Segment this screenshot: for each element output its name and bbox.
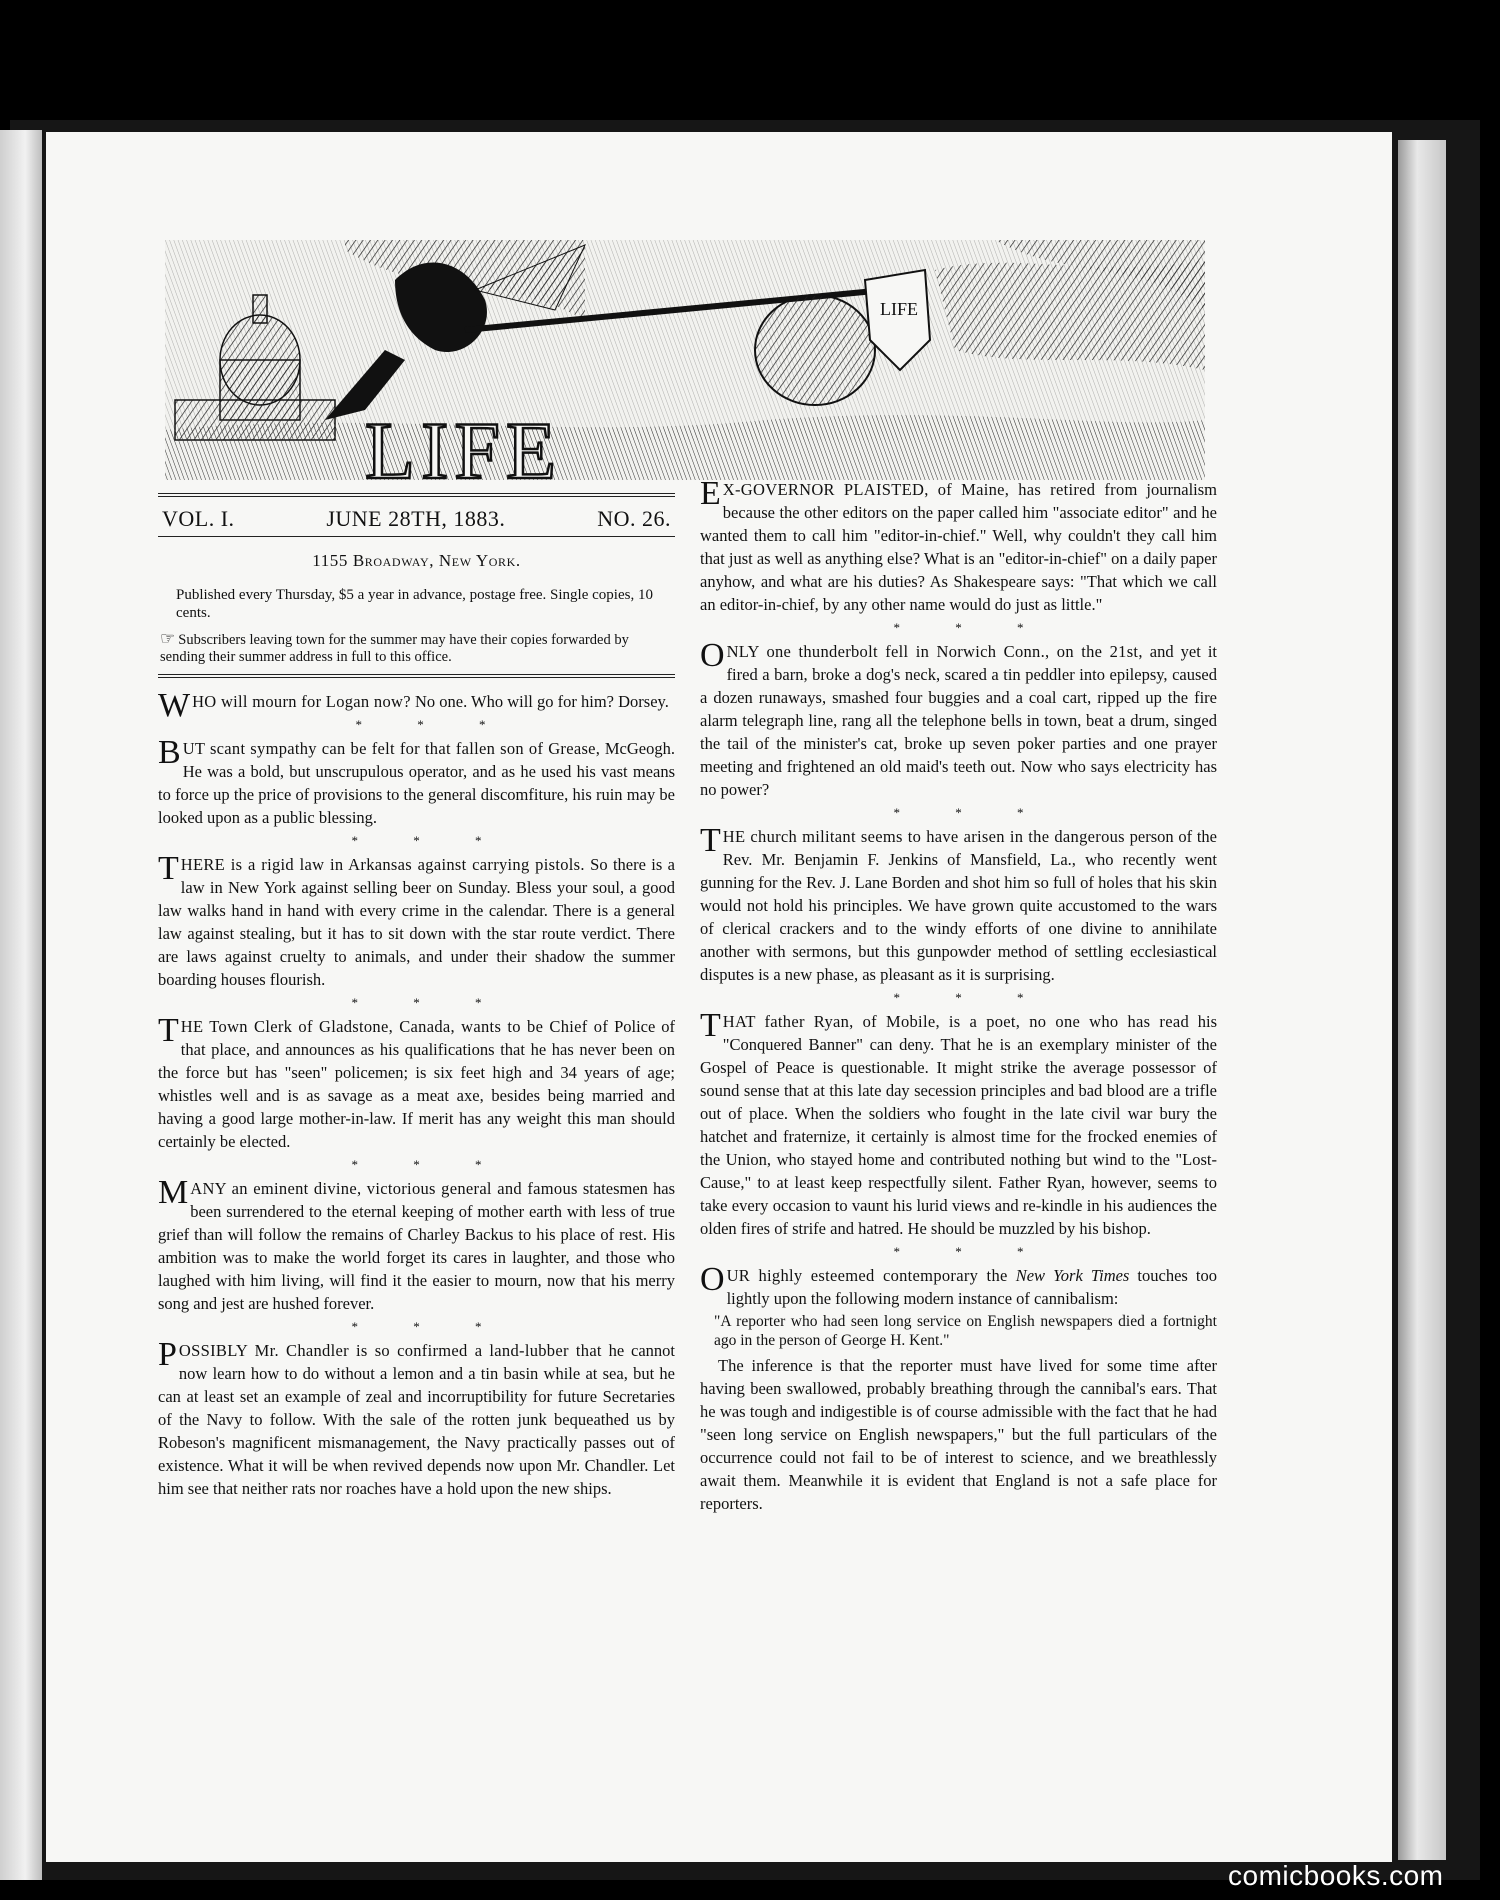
article-text: Police of that place, and announces as his qualifications that he has never been on the force but has "seen" policemen; is six feet high and 34 years of age; whistles well and is as savage as a meat axe, besides being married and having a good large mother-in-law. If merit has any weight this man should certainly be elected.	[158, 1017, 675, 1151]
article-mcgeogh	[158, 734, 675, 829]
article-charley-backus	[158, 1174, 676, 1315]
subscribers-note-text: Subscribers leaving town for the summer may have their copies forwarded by sending their summer address in full to this office.	[160, 632, 629, 665]
left-column	[158, 493, 675, 1500]
newspaper-name: New York Times	[1015, 1266, 1130, 1285]
article-text: McGeogh. He was a bold, but unscrupulous operator, and as he used his vast means to force up the price of provisions to the general discomfiture, his ruin may be looked upon as a public blessing.	[158, 739, 675, 827]
article-logan	[158, 687, 675, 724]
drop-cap: M	[158, 1174, 189, 1211]
article-lead: X-GOVERNOR PLAISTED, of Maine, has retired from	[722, 480, 1138, 499]
masthead-illustration	[165, 240, 1205, 480]
article-chandler-navy	[158, 1336, 675, 1500]
article-text: he cannot now learn how to do without a lemon and a tin basin while at sea, but he can at least set an example of zeal and incorruptibility for future Secretaries of the Navy to follow. With the sale of the rotten junk bequeathed us by Robeson's magnificent mismanagement, the Navy practically passes out of existence. What it will be when revived depends now upon Mr. Chandler. Let him see that neither rats nor roaches have a hold upon the new ships.	[158, 1341, 675, 1498]
article-text: statesmen has been surrendered to the eternal keeping of mother earth with less of true grief than will follow the remains of Charley Backus to his place of rest. His ambition was to make the world forget its cares in laughter, and those who laughed with him living, will find it the easier to mourn, now that his merry song and jest are hushed forever.	[158, 1179, 676, 1313]
article-text: So there is a law in New York against selling beer on Sunday. Bless your soul, a good law walks hand in hand with every crime in the calendar. There is a general law against stealing, but it has to sit down with the star route verdict. There are laws against cruelty to animals, and under their shadow the summer boarding houses flourish.	[158, 855, 676, 989]
section-separator: * * *	[351, 1157, 508, 1172]
drop-cap: T	[158, 1012, 179, 1049]
publisher-address: 1155 Broadway, New York.	[312, 551, 521, 570]
right-page-edge	[1398, 140, 1446, 1860]
article-norwich-thunderbolt	[700, 637, 1217, 801]
drop-cap: T	[158, 850, 179, 887]
publication-info: Published every Thursday, $5 a year in advance, postage free. Single copies, 10 cents.	[176, 587, 653, 621]
drop-cap: B	[158, 734, 181, 771]
issue-number: NO. 26.	[597, 506, 671, 531]
drop-cap: W	[158, 687, 191, 724]
life-logo: LIFE	[365, 405, 563, 480]
article-church-militant	[700, 822, 1217, 986]
subscribers-note	[158, 630, 675, 674]
issue-line	[158, 497, 675, 536]
section-separator: * * *	[893, 805, 1050, 820]
article-lead: HO will mourn for Logan now?	[192, 692, 411, 711]
article-cannibalism	[700, 1261, 1217, 1310]
article-gladstone-clerk	[158, 1012, 675, 1153]
article-lead: UT scant sympathy can be felt for that fallen son of Grease,	[182, 739, 601, 758]
issue-date: JUNE 28TH, 1883.	[326, 506, 506, 531]
section-separator: * * *	[893, 620, 1050, 635]
article-quote: "A reporter who had seen long service on English newspapers died a fortnight ago in the person of George H. Kent."	[714, 1313, 1217, 1349]
volume-label: VOL. I.	[162, 506, 235, 531]
section-separator: * * *	[351, 995, 508, 1010]
article-plaisted	[700, 475, 1218, 616]
drop-cap: T	[700, 1007, 721, 1044]
drop-cap: O	[700, 637, 725, 674]
article-lead: NLY one thunderbolt fell in Norwich Conn., on the 21st,	[726, 642, 1143, 661]
section-separator: * * *	[893, 1244, 1050, 1259]
section-separator: * * *	[351, 1319, 508, 1334]
article-lead: ANY an eminent divine, victorious general and famous	[190, 1179, 578, 1198]
drop-cap: P	[158, 1336, 177, 1373]
drop-cap: O	[700, 1261, 725, 1298]
right-column	[700, 475, 1218, 1515]
article-lead: HAT father Ryan, of Mobile, is a poet, no one who has read	[722, 1012, 1190, 1031]
section-separator: * * *	[355, 717, 512, 732]
article-followup: The inference is that the reporter must have lived for some time after having been swallowed, probably breathing through the cannibal's ears. That he was tough and indigestible is of course admissible with the fact that he had "seen long service on English newspapers," but the full particulars of the occurrence could not fail to be of interest to science, and we breathlessly await them. Meanwhile it is evident that England is not a safe place for reporters.	[700, 1356, 1217, 1513]
article-lead: HE Town Clerk of Gladstone, Canada, wants to be Chief of	[180, 1017, 609, 1036]
article-text: his "Conquered Banner" can deny. That he is an exemplary minister of the Gospel of Peace is questionable. It might strike the average possessor of sound sense that at this late day secession principles and bad blood are a trifle out of place. When the soldiers who fought in the late civil war bury the hatchet and fraternize, it certainly is almost time for the frocked enemies of the Union, who stayed home and contributed nothing but wind to the "Lost-Cause," to at least keep respectfully silent. Father Ryan, however, seems to take every occasion to vaunt his lurid views and re-kindle in his audiences the olden fires of strife and hatred. He should be muzzled by his bishop.	[700, 1012, 1218, 1238]
article-text: person of the Rev. Mr. Benjamin F. Jenkins of Mansfield, La., who recently went gunning for the Rev. J. Lane Borden and shot him so full of holes that his skin would not hold his principles. We have grown quite accustomed to the wars of clerical crackers and to the windy efforts of one divine to annihilate another with sermons, but this gunpowder method of settling ecclesiastical disputes is a new phase, as pleasant as it is surprising.	[700, 827, 1217, 984]
pointing-hand-icon: ☞	[160, 629, 176, 648]
section-separator: * * *	[351, 833, 508, 848]
svg-text:LIFE: LIFE	[880, 299, 918, 319]
site-watermark: comicbooks.com	[1228, 1860, 1444, 1891]
article-lead: HERE is a rigid law in Arkansas against carrying pistols.	[180, 855, 585, 874]
drop-cap: T	[700, 822, 721, 859]
article-lead: OSSIBLY Mr. Chandler is so confirmed a land-lubber that	[178, 1341, 602, 1360]
section-separator: * * *	[893, 990, 1050, 1005]
article-text: and yet it fired a barn, broke a dog's neck, scared a tin peddler into epilepsy, caused a dozen runaways, smashed four buggies and a coal cart, ripped up the fire alarm telegraph line, rang all the telephone bells in town, beat a drum, singed the tail of the minister's cat, broke up seven poker parties and one prayer meeting and frightened an old maid's teeth out. Now who says electricity has no power?	[700, 642, 1217, 799]
article-father-ryan	[700, 1007, 1218, 1240]
article-arkansas-law	[158, 850, 676, 991]
left-page-edge	[0, 130, 42, 1880]
article-lead: UR highly esteemed contemporary the	[726, 1266, 1008, 1285]
article-text: journalism because the other editors on the paper called him "associate editor" and he wanted them to call him "editor-in-chief." Well, why couldn't they call him that just as well as anything else? What is an "editor-in-chief" on a daily paper anyhow, and what are his duties? As Shakespeare says: "That which we call an editor-in-chief, by any other name would do just as little."	[700, 480, 1218, 614]
article-text: No one. Who will go for him? Dorsey.	[410, 692, 669, 711]
article-lead: HE church militant seems to have arisen in the dangerous	[722, 827, 1125, 846]
article-text: touches too lightly upon the following modern instance of cannibalism:	[726, 1266, 1217, 1308]
drop-cap: E	[700, 475, 721, 512]
